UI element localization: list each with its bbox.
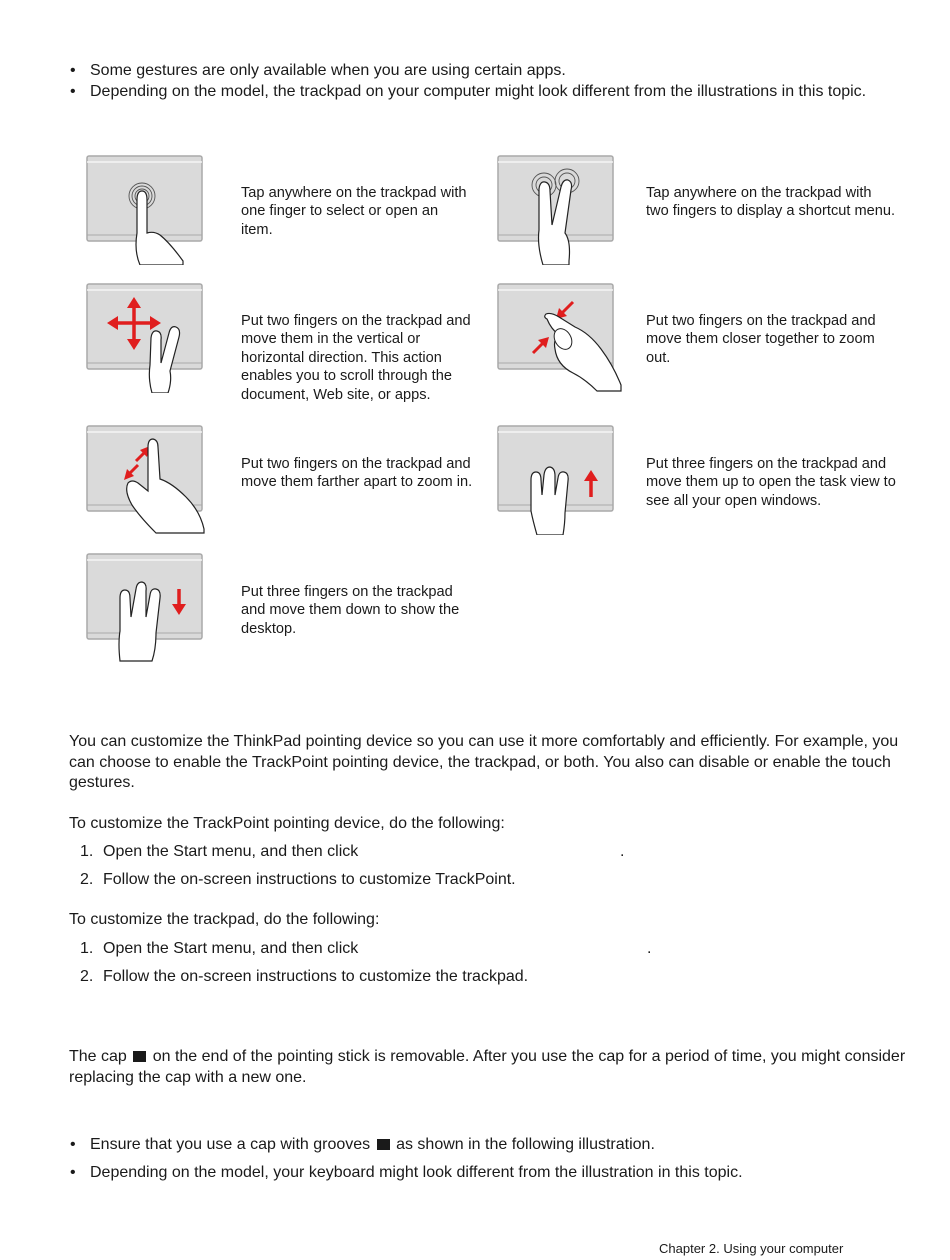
gesture-description: Put two fingers on the trackpad and move them farther apart to zoom in.: [241, 456, 473, 491]
pinch-zoom-out-icon: [497, 283, 627, 393]
trackpad-steps: [69, 939, 909, 995]
notes-list: [69, 1135, 899, 1184]
footer-chapter: Chapter 2.: [659, 1241, 720, 1256]
three-finger-swipe-down-icon: [86, 553, 216, 663]
step-item: [69, 870, 909, 891]
spread-zoom-in-icon: [86, 425, 216, 535]
notes-list: [69, 61, 899, 102]
cap-paragraph: [69, 1047, 909, 1088]
callout-square-icon: [133, 1051, 146, 1062]
two-finger-scroll-icon: [86, 283, 216, 393]
step-text: Follow the on-screen instructions to customize the trackpad.: [103, 968, 529, 986]
gesture-description: Put three fingers on the trackpad and move them up to open the task view to see all your open windows.: [646, 456, 896, 509]
note-item: [69, 1135, 899, 1156]
trackpoint-steps: [69, 842, 909, 898]
step-text: Open the Start menu, and then click: [103, 940, 359, 957]
note-text-after: as shown in the following illustration.: [396, 1136, 655, 1153]
step-tail: .: [647, 940, 652, 957]
gesture-description: Put three fingers on the trackpad and move them down to show the desktop.: [241, 584, 460, 637]
gesture-description: Put two fingers on the trackpad and move them closer together to zoom out.: [646, 313, 876, 366]
step-item: [69, 842, 909, 863]
step-item: [69, 967, 909, 988]
customize-intro: You can customize the ThinkPad pointing device so you can use it more comfortably and efficiently. For example, you can choose to enable the TrackPoint pointing device, the trackpad, or both. You also can disable or enable the touch gestures.: [69, 733, 899, 792]
step-item: [69, 939, 909, 960]
step-number: 2.: [80, 968, 94, 986]
note-text-before: Ensure that you use a cap with grooves: [90, 1136, 371, 1153]
note-item: • Some gestures are only available when you are using certain apps.: [69, 61, 899, 82]
step-number: 1.: [80, 940, 94, 957]
cap-text-before: The cap: [69, 1048, 127, 1065]
step-number: 2.: [80, 871, 94, 889]
step-number: 1.: [80, 843, 94, 860]
step-text: Follow the on-screen instructions to customize TrackPoint.: [103, 871, 516, 889]
gesture-description: Tap anywhere on the trackpad with two fingers to display a shortcut menu.: [646, 185, 896, 220]
trackpoint-lead: To customize the TrackPoint pointing device, do the following:: [69, 815, 505, 832]
page-footer: [659, 1241, 843, 1256]
gesture-description: Put two fingers on the trackpad and move them in the vertical or horizontal direction. This action enables you to scroll through the document, Web site, or apps.: [241, 313, 471, 403]
step-text: Open the Start menu, and then click: [103, 843, 359, 860]
two-finger-tap-icon: [497, 155, 627, 265]
gesture-description: Tap anywhere on the trackpad with one finger to select or open an item.: [241, 185, 467, 238]
step-tail: .: [620, 843, 625, 860]
callout-square-icon: [377, 1139, 390, 1150]
trackpad-lead: To customize the trackpad, do the following:: [69, 911, 380, 928]
cap-text-after: on the end of the pointing stick is removable. After you use the cap for a period of time, you might consider replacing the cap with a new one.: [69, 1048, 906, 1086]
one-finger-tap-icon: [86, 155, 216, 265]
three-finger-swipe-up-icon: [497, 425, 627, 535]
note-item: • Depending on the model, the trackpad on your computer might look different from the illustrations in this topic.: [69, 82, 899, 103]
footer-title: Using your computer: [723, 1241, 844, 1256]
note-item: • Depending on the model, your keyboard might look different from the illustration in this topic.: [69, 1163, 899, 1184]
